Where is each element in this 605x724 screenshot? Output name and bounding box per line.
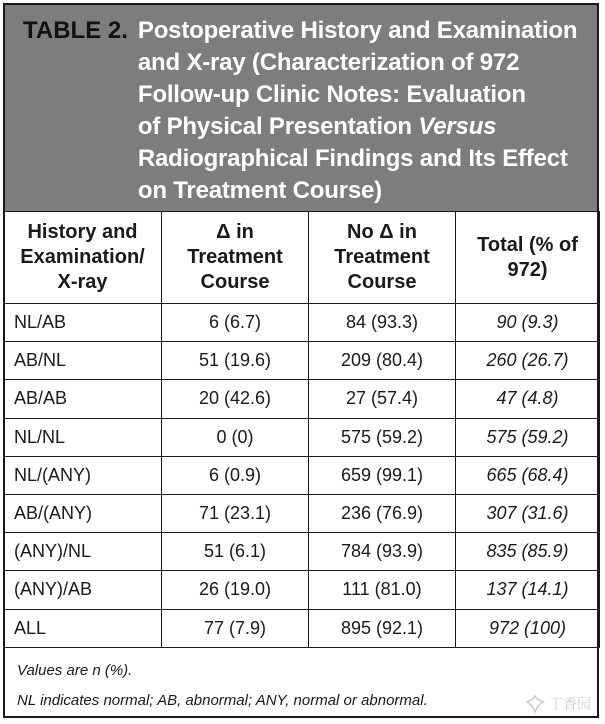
row-label: AB/(ANY) [4, 494, 162, 532]
table-row [4, 304, 600, 342]
table-row [4, 418, 600, 456]
cell-change: 20 (42.6) [162, 380, 309, 418]
cell-no-change: 895 (92.1) [309, 609, 456, 647]
cell-change: 0 (0) [162, 418, 309, 456]
cell-total: 575 (59.2) [456, 418, 600, 456]
cell-no-change: 236 (76.9) [309, 494, 456, 532]
cell-change: 6 (6.7) [162, 304, 309, 342]
cell-change: 26 (19.0) [162, 571, 309, 609]
footnote-values: Values are n (%). [17, 662, 133, 679]
cell-change: 6 (0.9) [162, 456, 309, 494]
table-row [4, 533, 600, 571]
table-row [4, 571, 600, 609]
cell-total: 137 (14.1) [456, 571, 600, 609]
row-label: NL/NL [4, 418, 162, 456]
title-line: Follow-up Clinic Notes: Evaluation [137, 81, 526, 108]
table-row [4, 609, 600, 647]
cell-no-change: 575 (59.2) [309, 418, 456, 456]
row-label: AB/NL [4, 342, 162, 380]
cell-change: 51 (6.1) [162, 533, 309, 571]
cell-no-change: 84 (93.3) [309, 304, 456, 342]
title-line [138, 111, 577, 143]
watermark [525, 694, 591, 714]
header-history-exam-xray: History and Examination/ X-ray [4, 212, 162, 304]
row-label: (ANY)/AB [4, 571, 162, 609]
cell-total: 972 (100) [456, 609, 600, 647]
cell-change: 51 (19.6) [162, 342, 309, 380]
table-row [4, 456, 600, 494]
header-no-change-in-treatment: No Δ in Treatment Course [309, 212, 456, 304]
title-line: Postoperative History and Examination [137, 17, 578, 44]
cell-change: 77 (7.9) [162, 609, 309, 647]
clove-logo-icon [525, 694, 545, 714]
cell-total: 260 (26.7) [456, 342, 600, 380]
cell-no-change: 659 (99.1) [309, 456, 456, 494]
cell-total: 307 (31.6) [456, 494, 600, 532]
header-total: Total (% of 972) [456, 212, 600, 304]
title-line: on Treatment Course) [137, 177, 382, 204]
cell-change: 71 (23.1) [162, 494, 309, 532]
row-label: NL/AB [4, 304, 162, 342]
title-line-text: of Physical Presentation [137, 113, 419, 140]
table-title [138, 15, 577, 207]
title-italic-word: Versus [418, 113, 497, 140]
footnote-abbreviations: NL indicates normal; AB, abnormal; ANY, normal or abnormal. [17, 692, 428, 709]
row-label: (ANY)/NL [4, 533, 162, 571]
cell-no-change: 209 (80.4) [309, 342, 456, 380]
table-footnotes [3, 650, 599, 718]
cell-total: 835 (85.9) [456, 533, 600, 571]
row-label: AB/AB [4, 380, 162, 418]
title-line: Radiographical Findings and Its Effect [137, 145, 568, 172]
row-label: NL/(ANY) [4, 456, 162, 494]
table-label: TABLE 2. [23, 17, 128, 44]
title-line: and X-ray (Characterization of 972 [137, 49, 520, 76]
table-caption [3, 3, 599, 211]
header-change-in-treatment: Δ in Treatment Course [162, 212, 309, 304]
cell-no-change: 784 (93.9) [309, 533, 456, 571]
cell-total: 665 (68.4) [456, 456, 600, 494]
cell-no-change: 27 (57.4) [309, 380, 456, 418]
cell-no-change: 111 (81.0) [309, 571, 456, 609]
row-label: ALL [4, 609, 162, 647]
table-row [4, 494, 600, 532]
watermark-text: 丁香园 [549, 697, 591, 713]
table-header-row [4, 212, 600, 304]
cell-total: 47 (4.8) [456, 380, 600, 418]
table-row [4, 380, 600, 418]
table-row [4, 342, 600, 380]
data-table [3, 211, 600, 648]
cell-total: 90 (9.3) [456, 304, 600, 342]
